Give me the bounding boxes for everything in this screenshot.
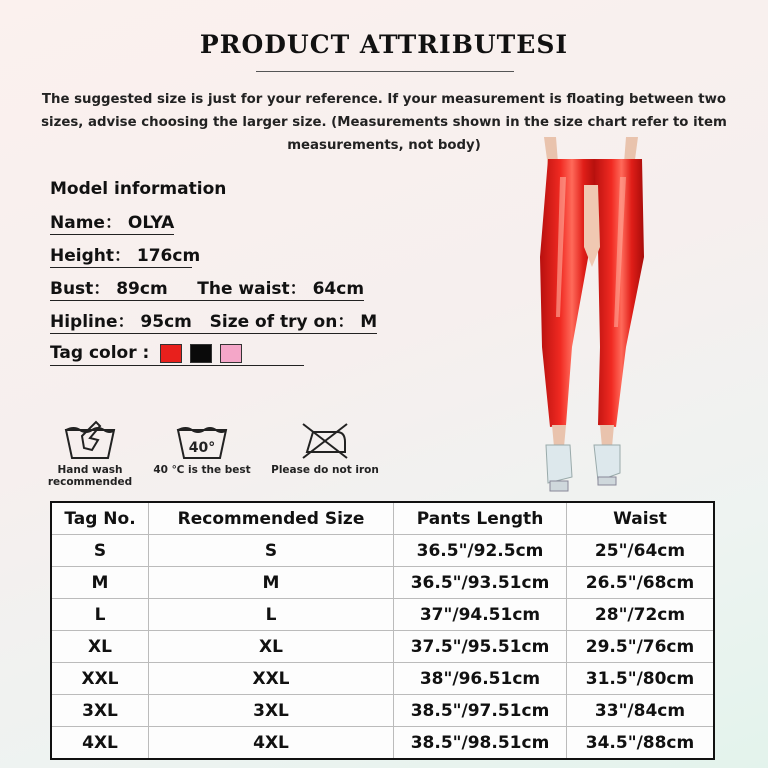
cell-tag-no: XL [51, 631, 149, 663]
model-hipline-size: Hipline： 95cm Size of try on： M [50, 312, 378, 332]
cell-pants-length: 38.5"/98.51cm [394, 727, 567, 760]
cell-recommended-size: S [149, 535, 394, 567]
tag-color-row [50, 343, 304, 366]
table-row [51, 695, 714, 727]
cell-tag-no: M [51, 567, 149, 599]
cell-recommended-size: XL [149, 631, 394, 663]
cell-recommended-size: 3XL [149, 695, 394, 727]
tag-color-pink-swatch [220, 344, 242, 363]
tag-color-label: Tag color : [50, 343, 150, 363]
cell-waist: 31.5"/80cm [567, 663, 715, 695]
care-no-iron [270, 418, 380, 476]
page-title: PRODUCT ATTRIBUTESI [199, 30, 569, 59]
cell-recommended-size: L [149, 599, 394, 631]
care-temperature [150, 418, 254, 476]
temperature-label: 40 ℃ is the best [153, 464, 251, 476]
cell-tag-no: S [51, 535, 149, 567]
wash-40-icon [174, 418, 230, 460]
no-iron-icon [299, 418, 351, 460]
hand-wash-label: Hand wash recommended [47, 464, 133, 488]
cell-waist: 28"/72cm [567, 599, 715, 631]
product-pants-image [486, 137, 662, 497]
wash-40-icon-text: 40° [188, 440, 216, 456]
no-iron-label: Please do not iron [271, 464, 379, 476]
cell-tag-no: XXL [51, 663, 149, 695]
table-row [51, 663, 714, 695]
header-waist: Waist [567, 502, 715, 535]
cell-pants-length: 38.5"/97.51cm [394, 695, 567, 727]
care-hand-wash [46, 418, 134, 488]
table-row [51, 631, 714, 663]
table-row [51, 599, 714, 631]
cell-waist: 25"/64cm [567, 535, 715, 567]
cell-pants-length: 37.5"/95.51cm [394, 631, 567, 663]
model-bust-waist: Bust： 89cm The waist： 64cm [50, 279, 365, 299]
cell-pants-length: 38"/96.51cm [394, 663, 567, 695]
cell-waist: 29.5"/76cm [567, 631, 715, 663]
size-notice: The suggested size is just for your reference. If your measurement is floating between two sizes, advise choosing the larger size. (Measurements shown in the size chart refer to item measurements, not body) [41, 92, 727, 153]
cell-waist: 26.5"/68cm [567, 567, 715, 599]
cell-waist: 34.5"/88cm [567, 727, 715, 760]
table-row [51, 535, 714, 567]
cell-pants-length: 36.5"/93.51cm [394, 567, 567, 599]
cell-recommended-size: M [149, 567, 394, 599]
header-recommended-size: Recommended Size [149, 502, 394, 535]
cell-pants-length: 36.5"/92.5cm [394, 535, 567, 567]
tag-color-black-swatch [190, 344, 212, 363]
cell-recommended-size: XXL [149, 663, 394, 695]
title-underline [256, 71, 514, 72]
model-info-heading: Model information [50, 179, 227, 199]
cell-waist: 33"/84cm [567, 695, 715, 727]
cell-tag-no: L [51, 599, 149, 631]
cell-tag-no: 4XL [51, 727, 149, 760]
table-row [51, 727, 714, 760]
header-tag-no: Tag No. [51, 502, 149, 535]
header-pants-length: Pants Length [394, 502, 567, 535]
cell-tag-no: 3XL [51, 695, 149, 727]
table-row [51, 567, 714, 599]
tag-color-red-swatch [160, 344, 182, 363]
cell-recommended-size: 4XL [149, 727, 394, 760]
model-height: Height： 176cm [50, 246, 201, 266]
model-name: Name： OLYA [50, 213, 175, 233]
hand-wash-icon [62, 418, 118, 460]
size-chart-table [50, 501, 715, 760]
cell-pants-length: 37"/94.51cm [394, 599, 567, 631]
table-header-row [51, 502, 714, 535]
